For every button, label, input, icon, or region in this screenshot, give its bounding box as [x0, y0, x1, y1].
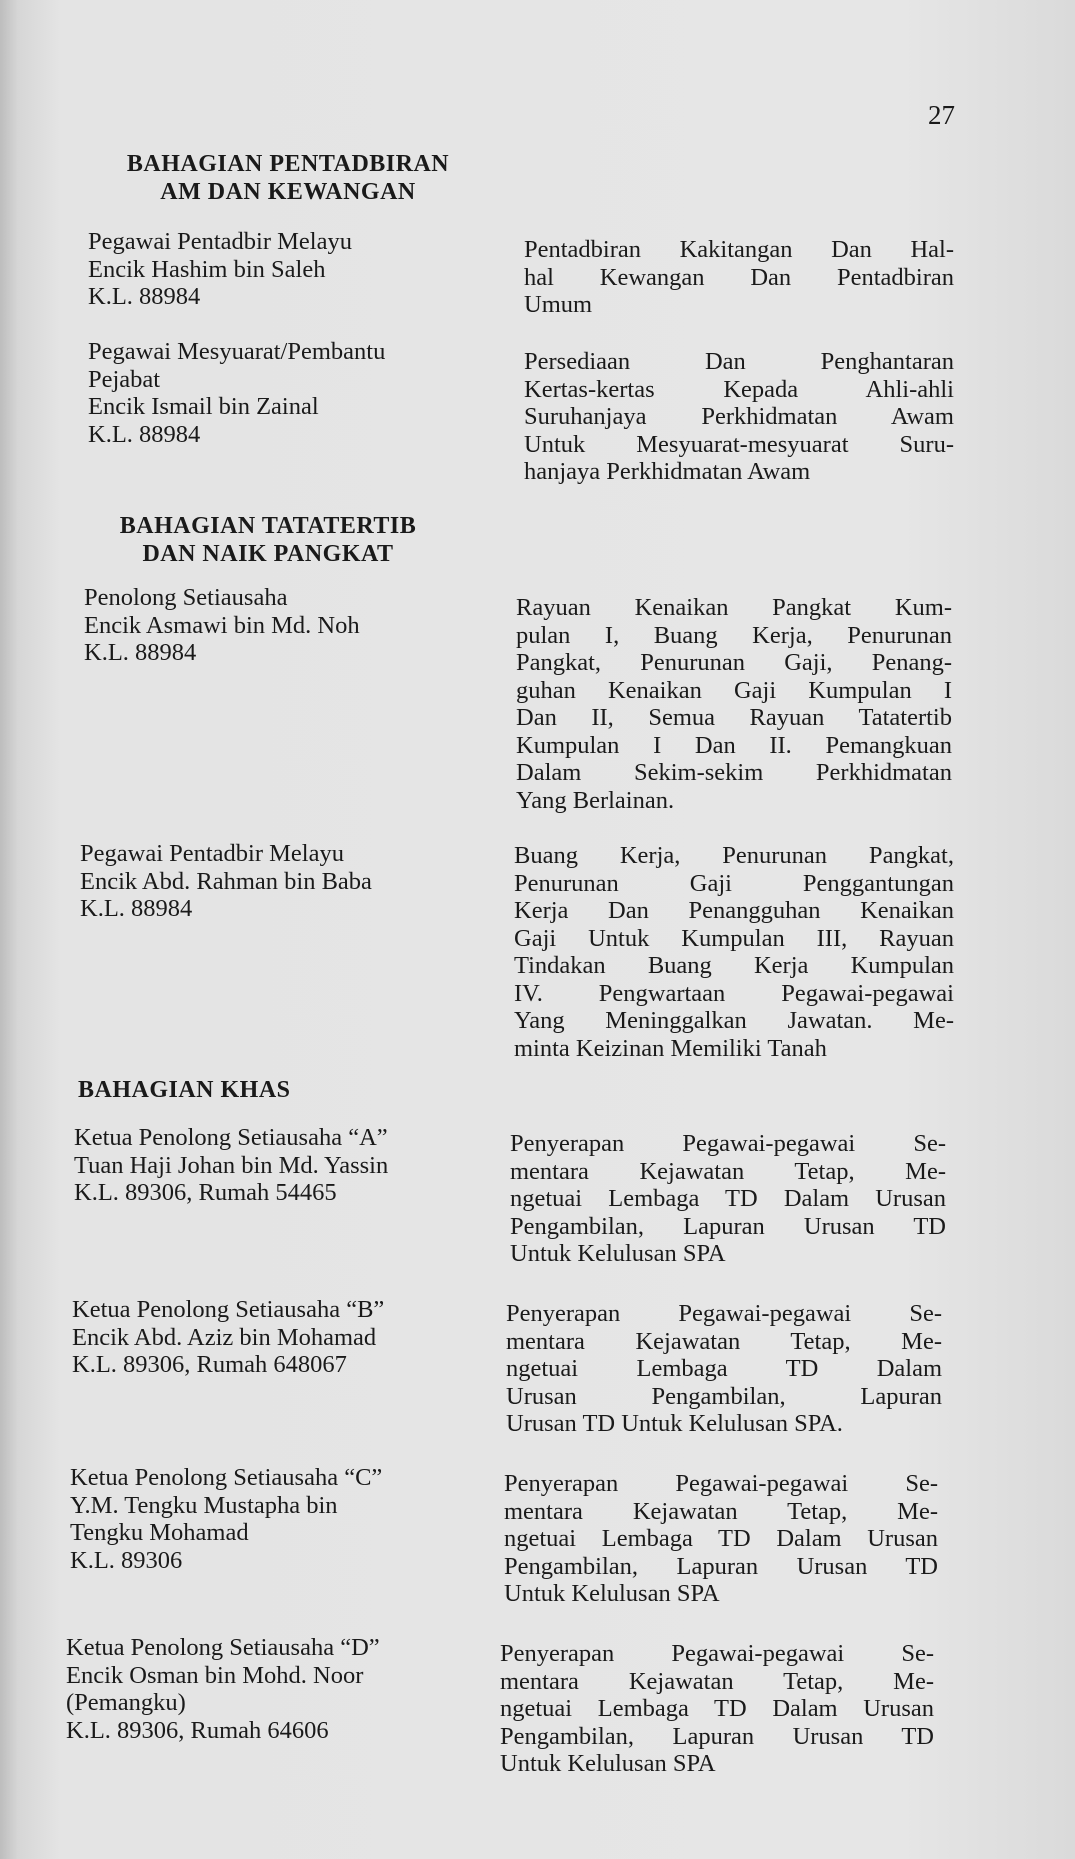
- duties-block: Penyerapan Pegawai-pegawai Se- mentara Kejawatan Tetap, Me- ngetuai Lembaga TD Dalam Urusan Pengambilan, Lapuran Urusan TD Untuk Kelulusan SPA: [510, 1130, 946, 1267]
- person-block: Ketua Penolong Setiausaha “B” Encik Abd. Aziz bin Mohamad K.L. 89306, Rumah 648067: [72, 1296, 385, 1378]
- duties-block: Persediaan Dan Penghantaran Kertas-kertas Kepada Ahli-ahli Suruhanjaya Perkhidmatan Awam Untuk Mesyuarat-mesyuarat Suru- hanjaya Perkhidmatan Awam: [524, 348, 954, 485]
- section-heading-pentadbiran: BAHAGIAN PENTADBIRAN AM DAN KEWANGAN: [126, 151, 450, 205]
- duties-block: Rayuan Kenaikan Pangkat Kum- pulan I, Buang Kerja, Penurunan Pangkat, Penurunan Gaji, Penang- guhan Kenaikan Gaji Kumpulan I Dan II, Semua Rayuan Tatatertib Kumpulan I Dan II. Pemangkuan Dalam Sekim-sekim Perkhidmatan Yang Berlainan.: [516, 594, 952, 814]
- section-heading-khas: BAHAGIAN KHAS: [78, 1077, 291, 1103]
- person-block: Penolong Setiausaha Encik Asmawi bin Md. Noh K.L. 88984: [84, 584, 360, 666]
- person-block: Pegawai Pentadbir Melayu Encik Abd. Rahman bin Baba K.L. 88984: [80, 840, 372, 922]
- person-block: Ketua Penolong Setiausaha “D” Encik Osman bin Mohd. Noor (Pemangku) K.L. 89306, Rumah 64606: [66, 1634, 380, 1744]
- duties-block: Pentadbiran Kakitangan Dan Hal- hal Kewangan Dan Pentadbiran Umum: [524, 236, 954, 318]
- page-number: 27: [928, 100, 955, 130]
- duties-block: Penyerapan Pegawai-pegawai Se- mentara Kejawatan Tetap, Me- ngetuai Lembaga TD Dalam Urusan Pengambilan, Lapuran Urusan TD Untuk Kelulusan SPA.: [506, 1300, 942, 1437]
- person-block: Ketua Penolong Setiausaha “A” Tuan Haji Johan bin Md. Yassin K.L. 89306, Rumah 54465: [74, 1124, 389, 1206]
- section-heading-tatatertib: BAHAGIAN TATATERTIB DAN NAIK PANGKAT: [119, 513, 417, 567]
- duties-block: Penyerapan Pegawai-pegawai Se- mentara Kejawatan Tetap, Me- ngetuai Lembaga TD Dalam Urusan Pengambilan, Lapuran Urusan TD Untuk Kelulusan SPA: [504, 1470, 938, 1607]
- person-block: Pegawai Mesyuarat/Pembantu Pejabat Encik Ismail bin Zainal K.L. 88984: [88, 338, 386, 448]
- person-block: Ketua Penolong Setiausaha “C” Y.M. Tengku Mustapha bin Tengku Mohamad K.L. 89306: [70, 1464, 383, 1574]
- person-block: Pegawai Pentadbir Melayu Encik Hashim bin Saleh K.L. 88984: [88, 228, 352, 310]
- duties-block: Buang Kerja, Penurunan Pangkat, Penurunan Gaji Penggantungan Kerja Dan Penangguhan Kenaikan Gaji Untuk Kumpulan III, Rayuan Tindakan Buang Kerja Kumpulan IV. Pengwartaan Pegawai-pegawai Yang Meninggalkan Jawatan. Me- minta Keizinan Memiliki Tanah: [514, 842, 954, 1062]
- duties-block: Penyerapan Pegawai-pegawai Se- mentara Kejawatan Tetap, Me- ngetuai Lembaga TD Dalam Urusan Pengambilan, Lapuran Urusan TD Untuk Kelulusan SPA: [500, 1640, 934, 1777]
